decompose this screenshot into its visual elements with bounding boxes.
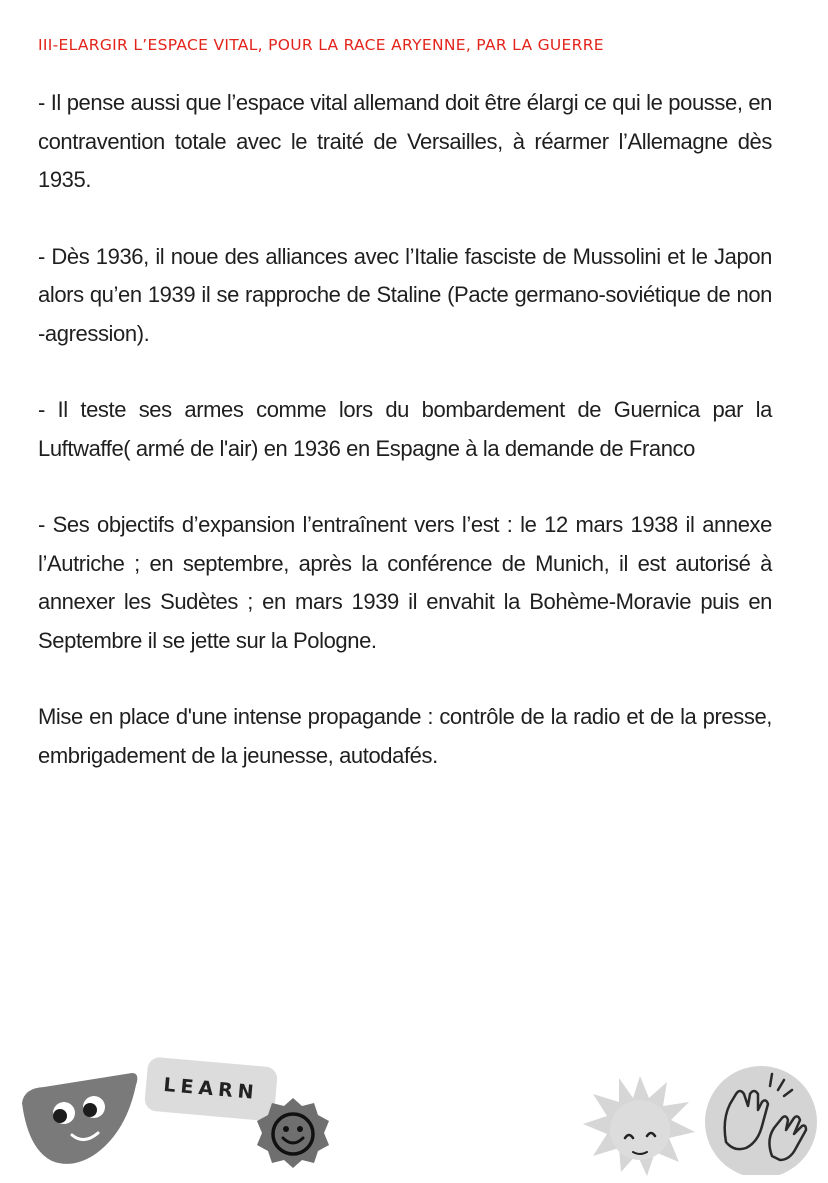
smiley-face-icon (253, 1094, 333, 1174)
paragraph-alliances: - Dès 1936, il noue des alliances avec l’Italie fasciste de Mussolini et le Japon alors qu’en 1939 il se rapproche de Staline (Pacte germano-soviétique de non -agression). (38, 243, 772, 346)
paragraph-espace-vital: - Il pense aussi que l’espace vital allemand doit être élargi ce qui le pousse, en contravention totale avec le traité de Versailles, à réarmer l’Allemagne dès 1935. (38, 90, 772, 192)
learn-label: LEARN (162, 1073, 260, 1105)
smiling-mask-icon (14, 1063, 144, 1171)
document-body (38, 84, 772, 813)
sun-face-icon (575, 1068, 705, 1178)
page-title: III-ELARGIR L’ESPACE VITAL, POUR LA RACE ARYENNE, PAR LA GUERRE (38, 36, 604, 54)
high-five-hands-icon (696, 1060, 821, 1175)
paragraph-propagande: Mise en place d'une intense propagande : contrôle de la radio et de la presse, embrigadement de la jeunesse, autodafés. (38, 704, 772, 768)
paragraph-guernica: - Il teste ses armes comme lors du bombardement de Guernica par la Luftwaffe( armé de l'air) en 1936 en Espagne à la demande de Franco (38, 397, 772, 461)
paragraph-expansion: - Ses objectifs d’expansion l’entraînent vers l’est : le 12 mars 1938 il annexe l’Autriche ; en septembre, après la conférence de Munich, il est autorisé à annexer les Sudètes ; en mars 1939 il envahit la Bohème-Moravie puis en Septembre il se jette sur la Pologne. (38, 512, 772, 653)
